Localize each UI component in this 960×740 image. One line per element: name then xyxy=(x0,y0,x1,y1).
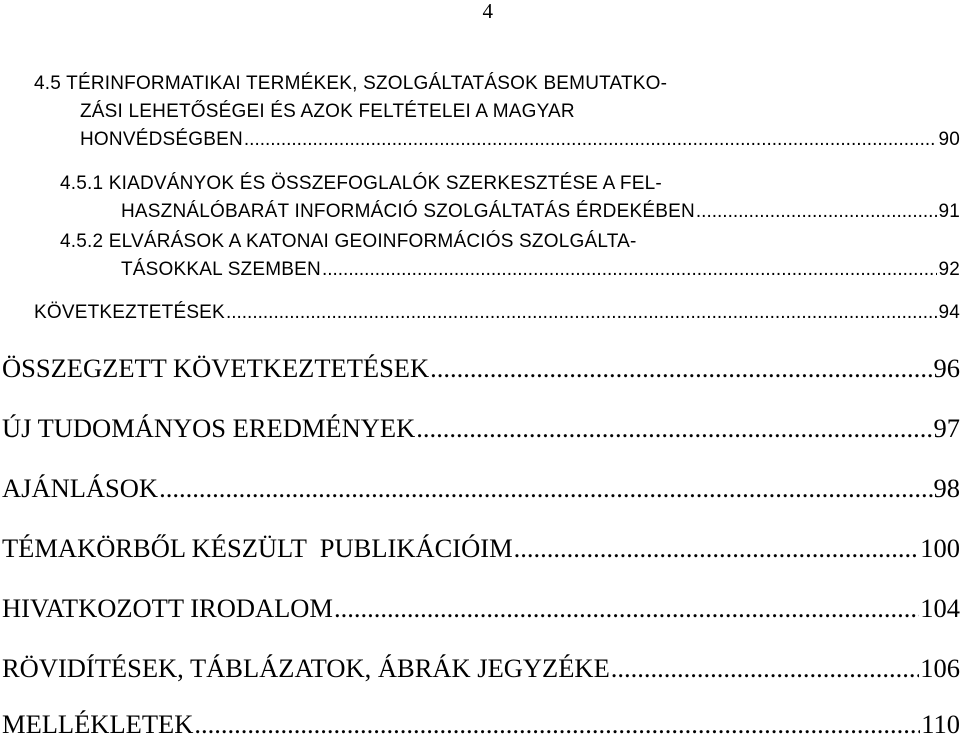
toc-entry-publikaciok[interactable] xyxy=(2,532,960,564)
toc-entry-4-5-1[interactable] xyxy=(121,200,960,224)
leader-dots xyxy=(416,412,932,444)
toc-page-number: 90 xyxy=(938,128,960,152)
toc-entry-hivatkozott-irodalom[interactable] xyxy=(2,592,960,624)
toc-entry-4-5-2[interactable] xyxy=(121,258,960,282)
toc-entry-osszegzett[interactable] xyxy=(2,352,960,384)
leader-dots xyxy=(226,301,938,325)
leader-dots xyxy=(696,200,938,224)
toc-entry-title: ÚJ TUDOMÁNYOS EREDMÉNYEK xyxy=(2,412,415,444)
toc-entry-4-5-line2: ZÁSI LEHETŐSÉGEI ÉS AZOK FELTÉTELEI A MAGYAR xyxy=(80,100,575,124)
toc-entry-4-5-2-line2: TÁSOKKAL SZEMBEN xyxy=(121,258,321,282)
toc-entry-title: TÉMAKÖRBŐL KÉSZÜLT PUBLIKÁCIÓIM xyxy=(2,532,513,564)
toc-entry-title: MELLÉKLETEK xyxy=(2,708,193,740)
toc-page-number: 94 xyxy=(938,301,960,325)
leader-dots xyxy=(334,592,919,624)
toc-entry-4-5[interactable] xyxy=(80,128,960,152)
toc-page-number: 91 xyxy=(938,200,960,224)
leader-dots xyxy=(514,532,920,564)
toc-entry-title: ÖSSZEGZETT KÖVETKEZTETÉSEK xyxy=(2,352,429,384)
toc-page-number: 106 xyxy=(920,652,960,684)
toc-entry-mellekletek[interactable] xyxy=(2,708,960,740)
toc-entry-kovetkeztetesek[interactable] xyxy=(34,301,960,325)
leader-dots xyxy=(194,708,920,740)
toc-page-number: 98 xyxy=(934,472,960,504)
toc-page-number: 104 xyxy=(920,592,960,624)
toc-entry-uj-tudomanyos[interactable] xyxy=(2,412,960,444)
toc-page-number: 100 xyxy=(920,532,960,564)
toc-page-number: 97 xyxy=(934,412,960,444)
toc-entry-title: RÖVIDÍTÉSEK, TÁBLÁZATOK, ÁBRÁK JEGYZÉKE xyxy=(2,652,610,684)
toc-entry-title: KÖVETKEZTETÉSEK xyxy=(34,301,225,325)
leader-dots xyxy=(611,652,919,684)
toc-page-number: 96 xyxy=(934,352,960,384)
page-number: 4 xyxy=(483,0,494,24)
toc-entry-4-5-1-line2: HASZNÁLÓBARÁT INFORMÁCIÓ SZOLGÁLTATÁS ÉRDEKÉBEN xyxy=(121,200,695,224)
toc-entry-title: HIVATKOZOTT IRODALOM xyxy=(2,592,333,624)
toc-page-number: 110 xyxy=(921,708,960,740)
toc-entry-ajanlasok[interactable] xyxy=(2,472,960,504)
toc-entry-4-5-2-line1: 4.5.2 ELVÁRÁSOK A KATONAI GEOINFORMÁCIÓS SZOLGÁLTA- xyxy=(60,230,637,254)
leader-dots xyxy=(159,472,932,504)
toc-entry-4-5-line1: 4.5 TÉRINFORMATIKAI TERMÉKEK, SZOLGÁLTATÁSOK BEMUTATKO- xyxy=(34,72,667,96)
toc-page-number: 92 xyxy=(938,258,960,282)
toc-entry-4-5-1-line1: 4.5.1 KIADVÁNYOK ÉS ÖSSZEFOGLALÓK SZERKESZTÉSE A FEL- xyxy=(60,172,662,196)
toc-entry-title: AJÁNLÁSOK xyxy=(2,472,158,504)
toc-entry-4-5-line3: HONVÉDSÉGBEN xyxy=(80,128,243,152)
leader-dots xyxy=(430,352,932,384)
leader-dots xyxy=(244,128,938,152)
leader-dots xyxy=(322,258,938,282)
toc-entry-rovidites[interactable] xyxy=(2,652,960,684)
